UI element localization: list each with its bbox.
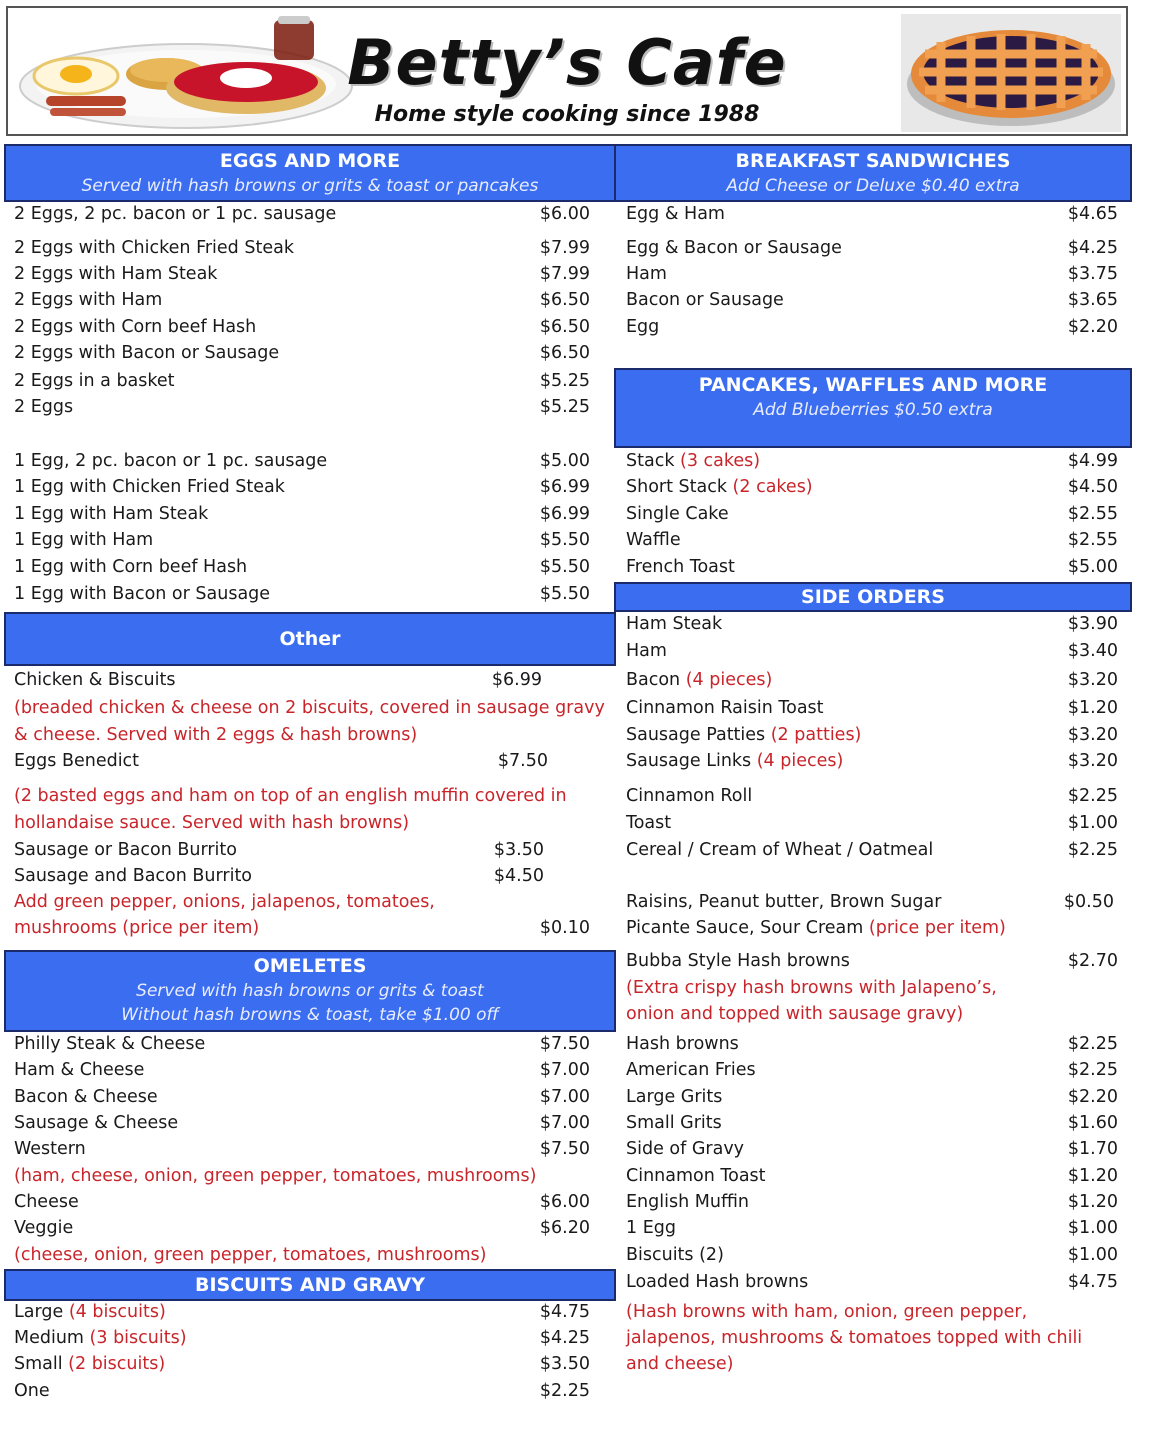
menu-item <box>14 1302 166 1322</box>
item-price: $5.00 <box>539 451 590 471</box>
item-price: $5.25 <box>539 397 590 417</box>
item-note: (3 cakes) <box>680 451 761 471</box>
item-price: $2.20 <box>1067 1087 1118 1107</box>
menu-item: 2 Eggs, 2 pc. bacon or 1 pc. sausage <box>14 204 337 224</box>
item-price: $6.99 <box>539 504 590 524</box>
item-description: Add green pepper, onions, jalapenos, tomatoes, <box>14 892 435 912</box>
menu-item: 1 Egg with Corn beef Hash <box>14 557 248 577</box>
menu-item: Side of Gravy <box>626 1139 745 1159</box>
omeletes-section-header <box>4 950 616 1032</box>
item-price: $7.50 <box>539 1139 590 1159</box>
menu-item: Sausage or Bacon Burrito <box>14 840 237 860</box>
item-note: (price per item) <box>868 918 1006 938</box>
item-price: $4.75 <box>1067 1272 1118 1292</box>
item-price: $7.99 <box>539 264 590 284</box>
item-price: $4.25 <box>1067 238 1118 258</box>
item-price: $6.20 <box>539 1218 590 1238</box>
menu-item: Hash browns <box>626 1034 739 1054</box>
item-price: $1.20 <box>1067 1166 1118 1186</box>
menu-item: 2 Eggs with Ham <box>14 290 163 310</box>
item-price: $3.50 <box>493 840 544 860</box>
menu-item <box>626 918 1006 938</box>
menu-item: 2 Eggs with Bacon or Sausage <box>14 343 280 363</box>
eggs-subheading: Served with hash browns or grits & toast or pancakes <box>81 176 539 196</box>
item-note: (3 biscuits) <box>89 1328 187 1348</box>
omeletes-subheading: Served with hash browns or grits & toast <box>136 981 484 1001</box>
item-name: Sausage Patties <box>626 725 771 745</box>
item-price: $6.50 <box>539 343 590 363</box>
pancakes-section-header <box>614 368 1132 448</box>
menu-item: Cinnamon Toast <box>626 1166 766 1186</box>
item-price: $3.50 <box>539 1354 590 1374</box>
item-price: $4.50 <box>1067 477 1118 497</box>
lattice-pie-image <box>901 14 1121 132</box>
item-price: $1.60 <box>1067 1113 1118 1133</box>
item-description: (Hash browns with ham, onion, green pepper, <box>626 1302 1028 1322</box>
item-price: $6.00 <box>539 1192 590 1212</box>
item-price: $4.65 <box>1067 204 1118 224</box>
menu-item: Egg & Bacon or Sausage <box>626 238 842 258</box>
item-price: $7.50 <box>497 751 548 771</box>
pancakes-heading: PANCAKES, WAFFLES AND MORE <box>698 374 1048 396</box>
eggs-heading: EGGS AND MORE <box>219 150 401 172</box>
menu-item: 2 Eggs with Chicken Fried Steak <box>14 238 294 258</box>
menu-item: Bacon & Cheese <box>14 1087 158 1107</box>
item-price: $6.00 <box>539 204 590 224</box>
menu-item: Large Grits <box>626 1087 723 1107</box>
menu-item: 2 Eggs with Ham Steak <box>14 264 218 284</box>
menu-item: 2 Eggs <box>14 397 74 417</box>
item-name: Medium <box>14 1328 90 1348</box>
item-name: Stack <box>626 451 681 471</box>
item-price: $6.99 <box>539 477 590 497</box>
item-description: hollandaise sauce. Served with hash browns) <box>14 813 410 833</box>
item-name: Short Stack <box>626 477 733 497</box>
item-price: $3.65 <box>1067 290 1118 310</box>
menu-item: Loaded Hash browns <box>626 1272 809 1292</box>
menu-item: Sausage and Bacon Burrito <box>14 866 253 886</box>
item-price: $3.40 <box>1067 641 1118 661</box>
menu-item: 1 Egg with Ham Steak <box>14 504 209 524</box>
item-price: $1.00 <box>1067 1218 1118 1238</box>
item-price: $7.00 <box>539 1113 590 1133</box>
menu-item: 1 Egg with Ham <box>14 530 154 550</box>
menu-item <box>14 1328 187 1348</box>
item-note: (2 biscuits) <box>68 1354 166 1374</box>
menu-item: 1 Egg with Bacon or Sausage <box>14 584 271 604</box>
menu-item: One <box>14 1381 50 1401</box>
pancakes-subheading: Add Blueberries $0.50 extra <box>753 400 993 420</box>
item-note: (4 biscuits) <box>68 1302 166 1322</box>
menu-item: Ham Steak <box>626 614 723 634</box>
omeletes-subheading: Without hash browns & toast, take $1.00 off <box>121 1005 499 1025</box>
menu-item: Raisins, Peanut butter, Brown Sugar <box>626 892 942 912</box>
item-description: (2 basted eggs and ham on top of an english muffin covered in <box>14 786 567 806</box>
item-price: $3.75 <box>1067 264 1118 284</box>
item-description: (breaded chicken & cheese on 2 biscuits, covered in sausage gravy <box>14 698 605 718</box>
item-name: Small <box>14 1354 69 1374</box>
menu-item: Bubba Style Hash browns <box>626 951 850 971</box>
item-price: $2.20 <box>1067 317 1118 337</box>
menu-item: 2 Eggs with Corn beef Hash <box>14 317 257 337</box>
menu-item <box>626 477 813 497</box>
item-price: $2.25 <box>1067 1060 1118 1080</box>
sides-heading: SIDE ORDERS <box>801 586 945 608</box>
item-price: $5.25 <box>539 371 590 391</box>
item-price: $2.70 <box>1067 951 1118 971</box>
menu-item: Toast <box>626 813 672 833</box>
menu-item: Egg <box>626 317 660 337</box>
other-section-header <box>4 612 616 666</box>
item-price: $0.50 <box>1063 892 1114 912</box>
item-price: $2.25 <box>1067 786 1118 806</box>
item-name: Bacon <box>626 670 686 690</box>
menu-item: 2 Eggs in a basket <box>14 371 175 391</box>
sides-section-header <box>614 582 1132 612</box>
biscuits-section-header <box>4 1269 616 1301</box>
item-price: $7.00 <box>539 1060 590 1080</box>
menu-item: Cinnamon Raisin Toast <box>626 698 824 718</box>
menu-item: Biscuits (2) <box>626 1245 724 1265</box>
menu-item: Cheese <box>14 1192 79 1212</box>
item-price: $2.25 <box>1067 840 1118 860</box>
item-price: $1.00 <box>1067 813 1118 833</box>
sandwiches-subheading: Add Cheese or Deluxe $0.40 extra <box>726 176 1020 196</box>
item-price: $1.20 <box>1067 698 1118 718</box>
menu-item: American Fries <box>626 1060 756 1080</box>
item-price: $4.99 <box>1067 451 1118 471</box>
item-note: (4 pieces) <box>756 751 844 771</box>
menu-item <box>14 1354 165 1374</box>
cafe-subtitle: Home style cooking since 1988 <box>374 102 760 127</box>
menu-item: Bacon or Sausage <box>626 290 784 310</box>
item-name: Large <box>14 1302 69 1322</box>
item-price: $4.75 <box>539 1302 590 1322</box>
item-price: $1.00 <box>1067 1245 1118 1265</box>
item-price: $0.10 <box>539 918 590 938</box>
item-price: $2.55 <box>1067 530 1118 550</box>
menu-item <box>626 451 760 471</box>
item-price: $3.90 <box>1067 614 1118 634</box>
item-description: (cheese, onion, green pepper, tomatoes, mushrooms) <box>14 1245 487 1265</box>
item-price: $7.50 <box>539 1034 590 1054</box>
item-price: $2.55 <box>1067 504 1118 524</box>
item-price: $5.00 <box>1067 557 1118 577</box>
menu-item: Waffle <box>626 530 681 550</box>
item-description: and cheese) <box>626 1354 734 1374</box>
sandwiches-heading: BREAKFAST SANDWICHES <box>735 150 1011 172</box>
item-name: Picante Sauce, Sour Cream <box>626 918 869 938</box>
menu-item: English Muffin <box>626 1192 749 1212</box>
item-description: jalapenos, mushrooms & tomatoes topped with chili <box>626 1328 1083 1348</box>
item-price: $2.25 <box>1067 1034 1118 1054</box>
menu-item: Veggie <box>14 1218 74 1238</box>
menu-item: Ham <box>626 641 667 661</box>
menu-item: Cinnamon Roll <box>626 786 753 806</box>
menu-item: Sausage & Cheese <box>14 1113 179 1133</box>
item-price: $4.25 <box>539 1328 590 1348</box>
menu-item: French Toast <box>626 557 735 577</box>
item-description: (ham, cheese, onion, green pepper, tomatoes, mushrooms) <box>14 1166 537 1186</box>
item-name: Sausage Links <box>626 751 757 771</box>
item-price: $4.50 <box>493 866 544 886</box>
item-note: (2 patties) <box>770 725 862 745</box>
omeletes-heading: OMELETES <box>253 955 367 977</box>
menu-item: Single Cake <box>626 504 729 524</box>
menu-item: 1 Egg with Chicken Fried Steak <box>14 477 285 497</box>
menu-item: Ham & Cheese <box>14 1060 145 1080</box>
item-note: (2 cakes) <box>732 477 813 497</box>
biscuits-heading: BISCUITS AND GRAVY <box>194 1274 426 1296</box>
item-description: mushrooms (price per item) <box>14 918 260 938</box>
cafe-title: Betty’s Cafe <box>347 26 787 99</box>
item-price: $5.50 <box>539 557 590 577</box>
item-price: $6.50 <box>539 317 590 337</box>
menu-item <box>626 725 861 745</box>
menu-item: Western <box>14 1139 86 1159</box>
item-description: onion and topped with sausage gravy) <box>626 1004 964 1024</box>
item-price: $7.99 <box>539 238 590 258</box>
menu-item: Egg & Ham <box>626 204 725 224</box>
item-description: & cheese. Served with 2 eggs & hash browns) <box>14 725 418 745</box>
menu-item: Philly Steak & Cheese <box>14 1034 206 1054</box>
item-price: $3.20 <box>1067 725 1118 745</box>
menu-item: 1 Egg <box>626 1218 676 1238</box>
menu-item <box>626 670 772 690</box>
item-price: $6.50 <box>539 290 590 310</box>
item-price: $3.20 <box>1067 751 1118 771</box>
item-price: $2.25 <box>539 1381 590 1401</box>
menu-item: 1 Egg, 2 pc. bacon or 1 pc. sausage <box>14 451 328 471</box>
menu-item: Eggs Benedict <box>14 751 140 771</box>
item-price: $7.00 <box>539 1087 590 1107</box>
menu-item <box>626 751 843 771</box>
menu-item: Chicken & Biscuits <box>14 670 176 690</box>
item-price: $3.20 <box>1067 670 1118 690</box>
item-price: $1.20 <box>1067 1192 1118 1212</box>
item-price: $5.50 <box>539 584 590 604</box>
eggs-section-header <box>4 144 616 202</box>
item-description: (Extra crispy hash browns with Jalapeno’s, <box>626 978 997 998</box>
menu-item: Small Grits <box>626 1113 722 1133</box>
item-price: $5.50 <box>539 530 590 550</box>
menu-item: Ham <box>626 264 667 284</box>
other-heading: Other <box>279 628 341 650</box>
menu-item: Cereal / Cream of Wheat / Oatmeal <box>626 840 934 860</box>
sandwiches-section-header <box>614 144 1132 202</box>
menu-header <box>6 6 1128 136</box>
item-price: $6.99 <box>491 670 542 690</box>
item-note: (4 pieces) <box>685 670 773 690</box>
item-price: $1.70 <box>1067 1139 1118 1159</box>
